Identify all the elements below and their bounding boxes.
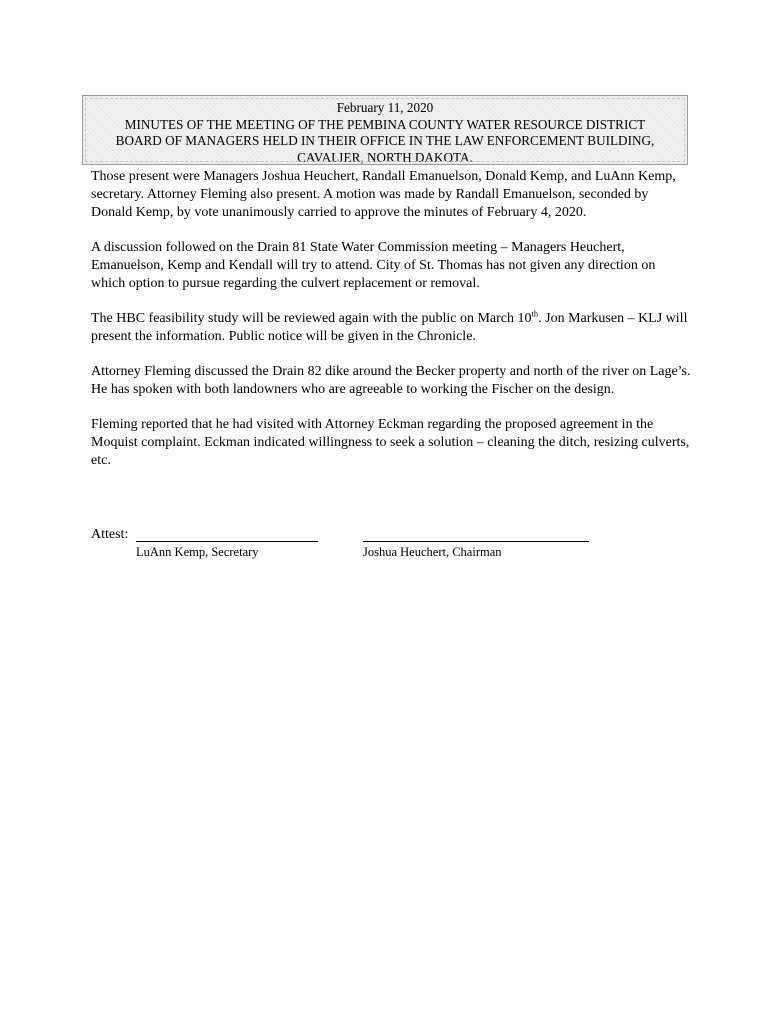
secretary-signature-line <box>136 527 318 542</box>
header-title-line-2: BOARD OF MANAGERS HELD IN THEIR OFFICE IN THE LAW ENFORCEMENT BUILDING, <box>115 133 655 148</box>
attest-section <box>91 527 691 567</box>
ordinal-suffix: th <box>531 308 539 319</box>
drain-81-paragraph: A discussion followed on the Drain 81 State Water Commission meeting – Managers Heuchert, Emanuelson, Kemp and Kendall will try to attend. City of St. Thomas has not given any direction on which option to pursue regarding the culvert replacement or removal. <box>91 240 656 291</box>
hbc-study-paragraph <box>91 310 691 346</box>
header-title-line-3: CAVALIER, NORTH DAKOTA. <box>297 149 473 165</box>
drain-82-paragraph: Attorney Fleming discussed the Drain 82 dike around the Becker property and north of the river on Lage’s. He has spoken with both landowners who are agreeable to working the Fischer on the design. <box>91 364 691 397</box>
secretary-name: LuAnn Kemp, Secretary <box>136 545 259 559</box>
header-title-line-1: MINUTES OF THE MEETING OF THE PEMBINA COUNTY WATER RESOURCE DISTRICT <box>124 116 646 132</box>
minutes-body <box>91 168 691 487</box>
attest-label: Attest: <box>91 527 129 542</box>
minutes-header-box <box>82 95 688 165</box>
moquist-paragraph: Fleming reported that he had visited with Attorney Eckman regarding the proposed agreement in the Moquist complaint. Eckman indicated willingness to seek a solution – cleaning the ditch, resizing culverts, etc. <box>91 417 690 468</box>
meeting-date: February 11, 2020 <box>336 100 434 115</box>
chairman-signature-line <box>363 527 589 542</box>
hbc-study-text-cont: . Jon Markusen – KLJ will present the information. Public notice will be given in the Chronicle. <box>91 311 688 344</box>
chairman-name: Joshua Heuchert, Chairman <box>363 545 502 559</box>
attendance-paragraph: Those present were Managers Joshua Heuchert, Randall Emanuelson, Donald Kemp, and LuAnn Kemp, secretary. Attorney Fleming also present. A motion was made by Randall Emanuelson, seconded by Donald Kemp, by vote unanimously carried to approve the minutes of February 4, 2020. <box>91 169 676 220</box>
hbc-study-text: The HBC feasibility study will be reviewed again with the public on March 10 <box>91 311 532 326</box>
